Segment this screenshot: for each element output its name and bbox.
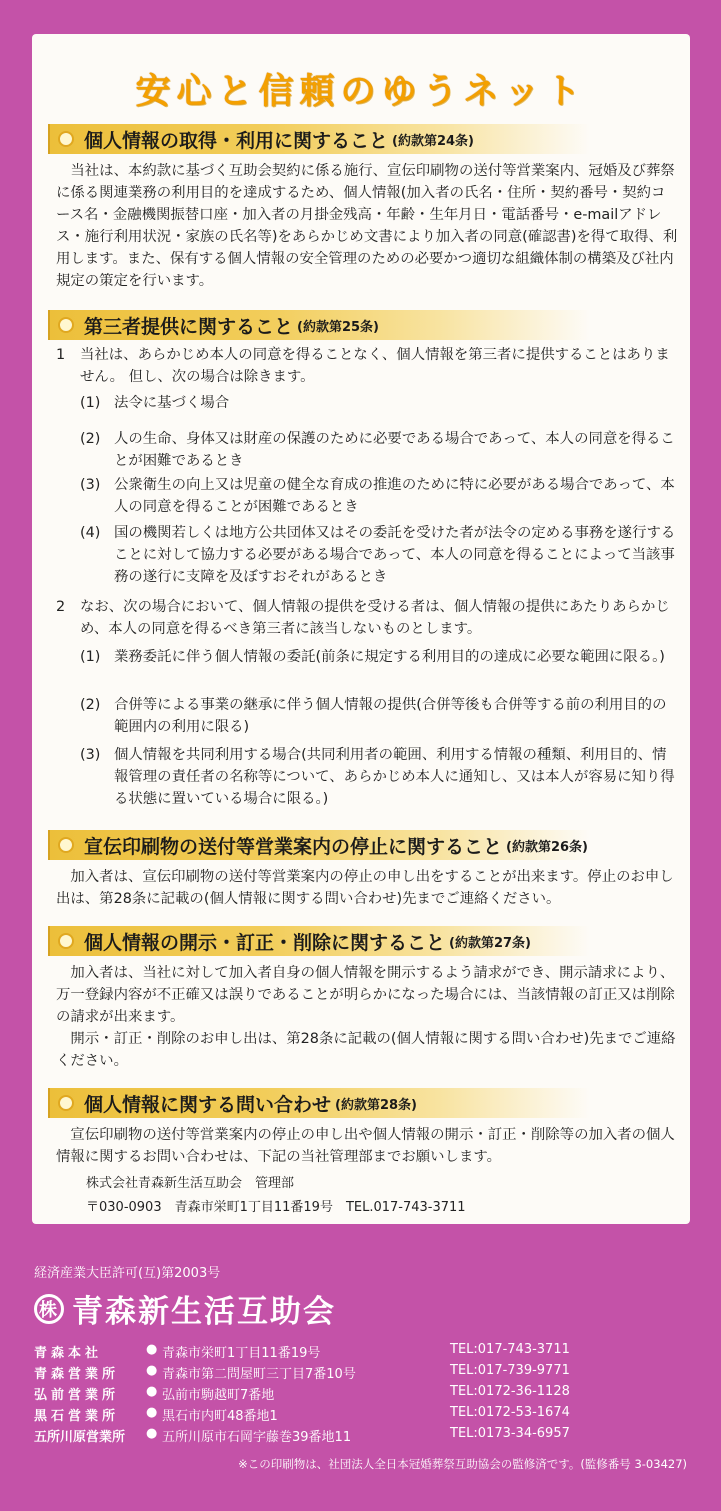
kabushiki-mark: 株 <box>34 1294 64 1324</box>
section-ref: (約款第28条) <box>335 1097 417 1113</box>
section-body-27b: 開示・訂正・削除のお申し出は、第28条に記載の(個人情報に関する問い合わせ)先までご連絡ください。 <box>56 1031 676 1069</box>
sub-item-text: 業務委託に伴う個人情報の委託(前条に規定する利用目的の達成に必要な範囲に限る。) <box>114 649 665 665</box>
office-name: 五所川原営業所 <box>34 1430 126 1445</box>
section-heading-25 <box>48 310 590 340</box>
sub-item <box>80 522 680 588</box>
section-title: 宣伝印刷物の送付等営業案内の停止に関すること <box>84 835 503 858</box>
section-body-26: 加入者は、宣伝印刷物の送付等営業案内の停止の申し出をすることが出来ます。停止のお申し出は、第28条に記載の(個人情報に関する問い合わせ)先までご連絡ください。 <box>56 869 674 907</box>
office-address: 青森市第二問屋町三丁目7番10号 <box>162 1367 356 1382</box>
office-row <box>34 1363 694 1385</box>
sub-item-number: (2) <box>80 431 101 447</box>
office-address: 黒石市内町48番地1 <box>162 1409 278 1424</box>
page-title: 安心と信頼のゆうネット <box>135 72 587 112</box>
bullet-icon <box>58 317 74 333</box>
section-heading-26 <box>48 830 590 860</box>
bullet-icon <box>58 837 74 853</box>
sub-item-text: 公衆衛生の向上又は児童の健全な育成の推進のために特に必要がある場合であって、本人の同意を得ることが困難であるとき <box>114 477 675 515</box>
section-ref: (約款第24条) <box>392 133 474 149</box>
sub-item-number: (1) <box>80 649 101 665</box>
sub-item <box>80 428 680 472</box>
section-ref: (約款第27条) <box>449 935 531 951</box>
section-heading-27 <box>48 926 590 956</box>
section-ref: (約款第25条) <box>297 319 379 335</box>
section-title: 第三者提供に関すること <box>84 315 294 338</box>
sub-item-number: (4) <box>80 525 101 541</box>
office-row <box>34 1384 694 1406</box>
office-address: 青森市栄町1丁目11番19号 <box>162 1346 321 1361</box>
section-title: 個人情報に関する問い合わせ <box>84 1093 332 1116</box>
office-tel: TEL:0172-36-1128 <box>450 1384 570 1399</box>
sub-item-number: (1) <box>80 395 101 411</box>
office-tel: TEL:017-739-9771 <box>450 1363 570 1378</box>
section-title: 個人情報の取得・利用に関すること <box>84 129 389 152</box>
office-tel: TEL:0172-53-1674 <box>450 1405 570 1420</box>
office-address: 弘前市駒越町7番地 <box>162 1388 275 1403</box>
bullet-icon: ● <box>146 1384 158 1399</box>
sub-item-text: 合併等による事業の継承に伴う個人情報の提供(合併等後も合併等する前の利用目的の範囲内の利用に限る) <box>114 697 667 735</box>
item-text: なお、次の場合において、個人情報の提供を受ける者は、個人情報の提供にあたりあらかじめ、本人の同意を得るべき第三者に該当しないものとします。 <box>80 599 670 637</box>
list-item-2 <box>56 596 680 640</box>
bullet-icon: ● <box>146 1342 158 1357</box>
sub-item <box>80 474 680 518</box>
section-ref: (約款第26条) <box>506 839 588 855</box>
list-item-1 <box>56 344 680 388</box>
sub-item-number: (3) <box>80 477 101 493</box>
section-body-24: 当社は、本約款に基づく互助会契約に係る施行、宣伝印刷物の送付等営業案内、冠婚及び葬祭に係る関連業務の利用目的を達成するため、個人情報(加入者の氏名・住所・契約番号・契約コース名・金融機関振替口座・加入者の月掛金残高・年齢・生年月日・電話番号・e-mailアドレス・施行利用状況・家族の氏名等)をあらかじめ文書により加入者の同意(確認書)を得て取得、利用します。また、保有する個人情報の安全管理のための必要かつ適切な組織体制の構築及び社内規定の策定を行います。 <box>56 163 678 289</box>
sub-item-text: 法令に基づく場合 <box>114 395 230 411</box>
sub-item-text: 人の生命、身体又は財産の保護のために必要である場合であって、本人の同意を得ることが困難であるとき <box>114 431 675 469</box>
office-row <box>34 1342 694 1364</box>
bullet-icon: ● <box>146 1363 158 1378</box>
sub-item <box>80 392 680 414</box>
office-name: 青森本社 <box>34 1346 103 1361</box>
office-tel: TEL:017-743-3711 <box>450 1342 570 1357</box>
office-name: 黒石営業所 <box>34 1409 120 1424</box>
office-row <box>34 1426 694 1448</box>
item-number: 2 <box>56 599 66 615</box>
section-heading-28 <box>48 1088 590 1118</box>
license-number: 経済産業大臣許可(互)第2003号 <box>34 1266 221 1281</box>
office-name: 青森営業所 <box>34 1367 120 1382</box>
item-text: 当社は、あらかじめ本人の同意を得ることなく、個人情報を第三者に提供することはありません。 但し、次の場合は除きます。 <box>80 347 670 385</box>
sub-item <box>80 744 680 810</box>
content-panel <box>32 34 690 1224</box>
bullet-icon: ● <box>146 1426 158 1441</box>
sub-item-number: (2) <box>80 697 101 713</box>
company-dept: 株式会社青森新生活互助会 管理部 <box>86 1176 295 1191</box>
company-logo <box>34 1286 336 1331</box>
section-body-27: 加入者は、当社に対して加入者自身の個人情報を開示するよう請求ができ、開示請求により、万一登録内容が不正確又は誤りであることが明らかになった場合には、当該情報の訂正又は削除の請求が出来ます。 <box>56 965 675 1025</box>
section-body-28: 宣伝印刷物の送付等営業案内の停止の申し出や個人情報の開示・訂正・削除等の加入者の個人情報に関するお問い合わせは、下記の当社管理部までお願いします。 <box>56 1127 675 1165</box>
office-row <box>34 1405 694 1427</box>
sub-item <box>80 646 680 668</box>
office-name: 弘前営業所 <box>34 1388 120 1403</box>
sub-item-number: (3) <box>80 747 101 763</box>
sub-item-text: 個人情報を共同利用する場合(共同利用者の範囲、利用する情報の種類、利用目的、情報管理の責任者の名称等について、あらかじめ本人に通知し、又は本人が容易に知り得る状態に置いている場合に限る。) <box>114 747 675 807</box>
supervision-note: ※この印刷物は、社団法人全日本冠婚葬祭互助協会の監修済です。(監修番号 3-03427) <box>238 1457 687 1471</box>
bullet-icon <box>58 933 74 949</box>
bullet-icon: ● <box>146 1405 158 1420</box>
item-number: 1 <box>56 347 66 363</box>
section-heading-24 <box>48 124 590 154</box>
office-address: 五所川原市石岡字藤巻39番地11 <box>162 1430 352 1445</box>
sub-item <box>80 694 680 738</box>
bullet-icon <box>58 1095 74 1111</box>
section-title: 個人情報の開示・訂正・削除に関すること <box>84 931 446 954</box>
company-address: 〒030-0903 青森市栄町1丁目11番19号 TEL.017-743-3711 <box>86 1200 466 1215</box>
bullet-icon <box>58 131 74 147</box>
company-name: 青森新生活互助会 <box>72 1294 336 1330</box>
sub-item-text: 国の機関若しくは地方公共団体又はその委託を受けた者が法令の定める事務を遂行することに対して協力する必要がある場合であって、本人の同意を得ることによって当該事務の遂行に支障を及ぼすおそれがあるとき <box>114 525 676 585</box>
office-tel: TEL:0173-34-6957 <box>450 1426 570 1441</box>
